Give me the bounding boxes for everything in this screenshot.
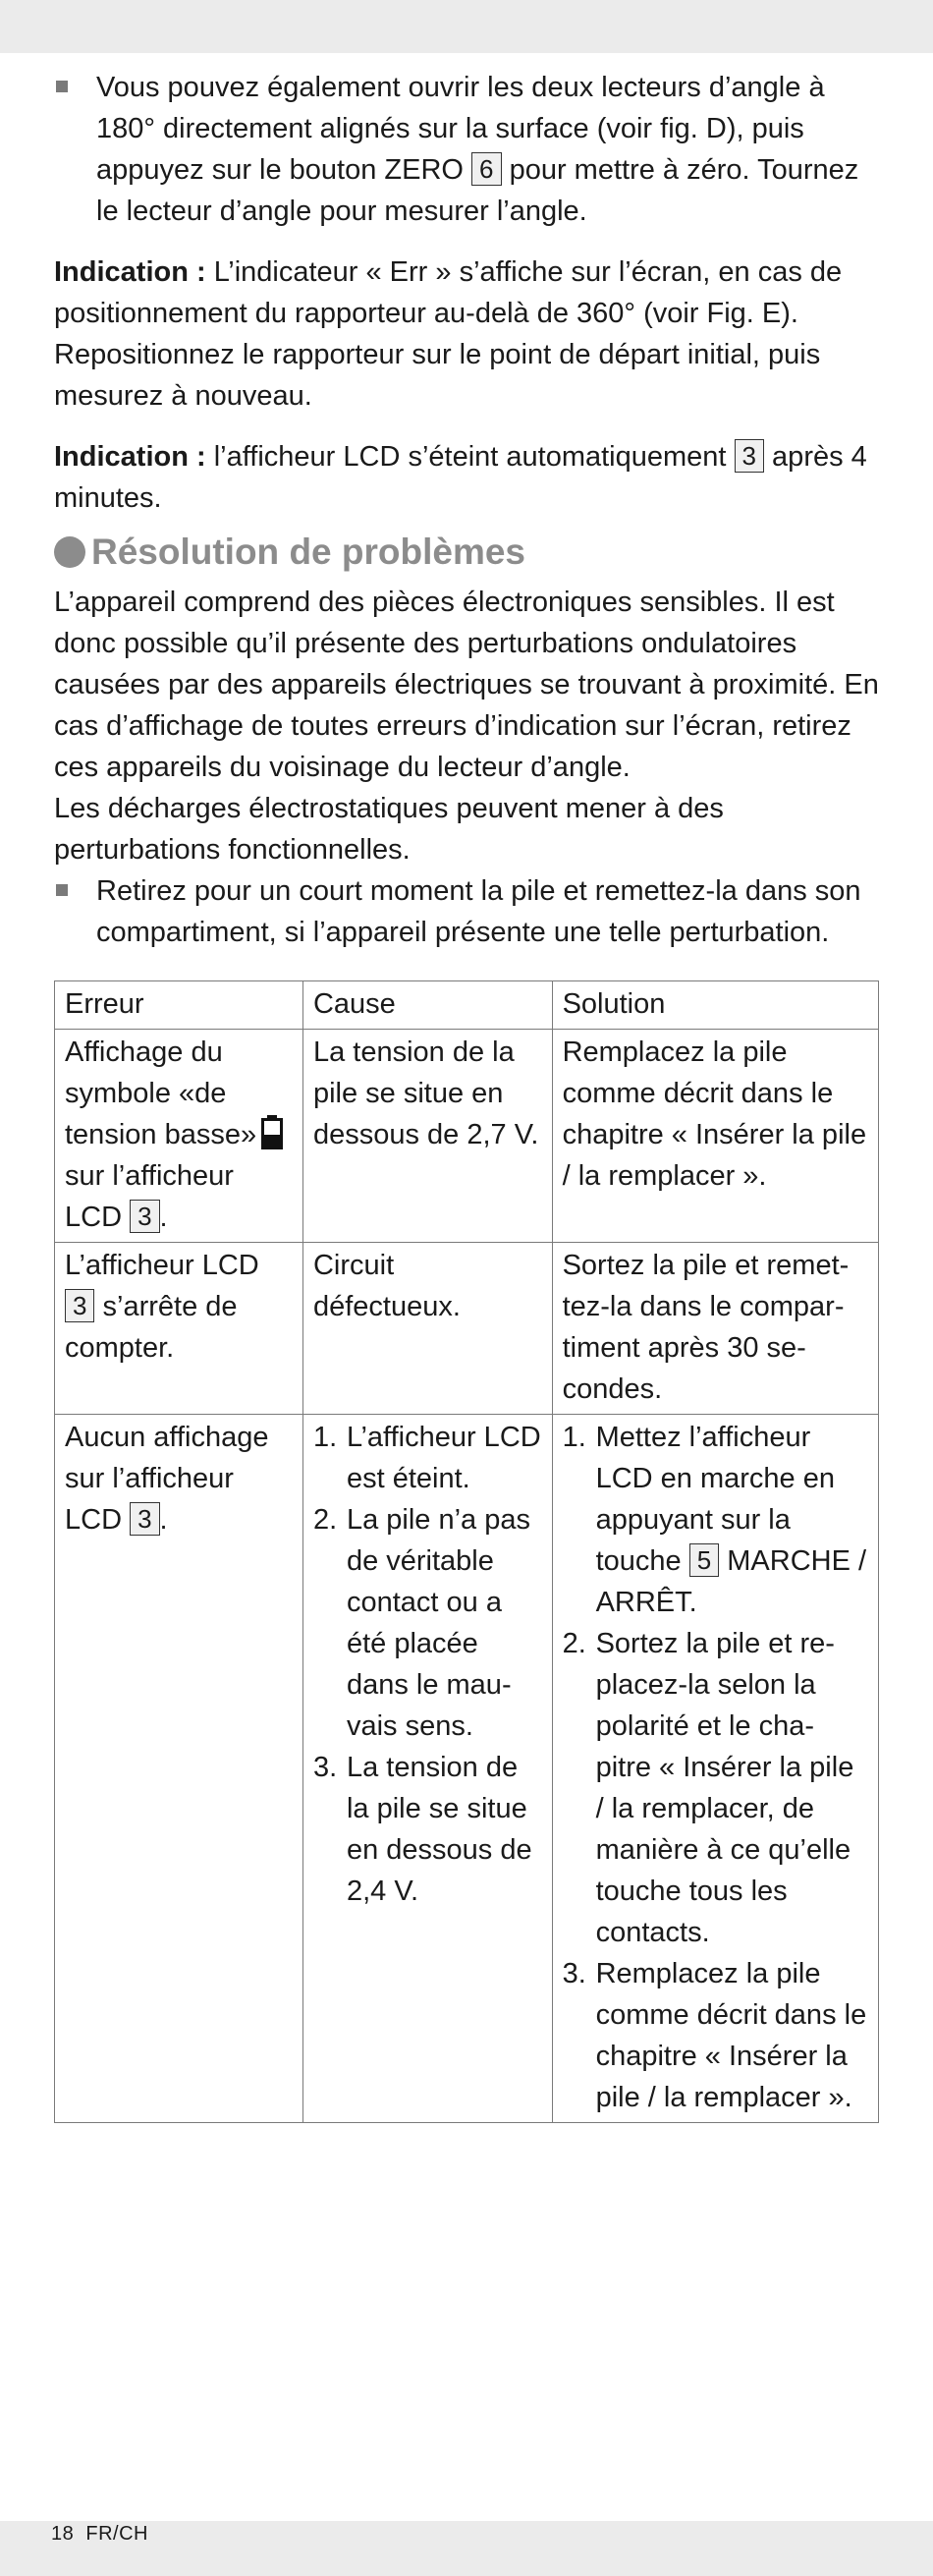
table-row xyxy=(55,1243,879,1415)
circle-bullet-icon xyxy=(54,536,85,568)
intro-text-1: Vous pouvez également ouvrir les deux lecteurs d’angle à 180° directement alignés sur la surface (voir fig. D), puis appuyez sur le bouton ZERO xyxy=(96,72,825,186)
troubleshooting-table xyxy=(54,980,879,2123)
section-paragraph-2: Les décharges électrostatiques peuvent mener à des perturbations fonctionnelles. xyxy=(54,793,724,866)
solution-list xyxy=(563,1417,868,2118)
cell-error xyxy=(55,1415,303,2123)
error-text-2: s’arrête de compter. xyxy=(65,1291,238,1364)
error-text-2: sur l’afficheur LCD xyxy=(65,1160,234,1233)
section-bullet-text: Retirez pour un court moment la pile et remettez-la dans son compartiment, si l’appareil présente une telle perturbation. xyxy=(96,875,861,948)
page-footer xyxy=(51,2523,148,2546)
error-text-3: . xyxy=(159,1202,168,1233)
top-bar xyxy=(0,0,933,53)
error-text-2: . xyxy=(159,1504,168,1536)
section-title: Résolution de problèmes xyxy=(91,532,526,572)
header-error: Erreur xyxy=(55,981,303,1030)
intro-text-2: pour mettre à zéro. Tournez le lecteur d’angle pour mesurer l’angle. xyxy=(96,154,859,227)
indication-label: Indication : xyxy=(54,256,206,288)
list-item: 1. Mettez l’afficheur LCD en marche en appuyant sur la touche 5 MARCHE / ARRÊT. xyxy=(562,1422,867,1618)
ref-box-6: 6 xyxy=(471,152,501,186)
indication-auto-off xyxy=(54,436,879,519)
cell-error xyxy=(55,1243,303,1415)
cell-cause: Circuit défectueux. xyxy=(302,1243,552,1415)
section-paragraph-1: L’appareil comprend des pièces électroniques sensibles. Il est donc possible qu’il présente des perturbations ondulatoires causées par des appareils électriques se trouvant à proximité. En cas d’affichage de toutes erreurs d’indication sur l’écran, retirez ces appareils du voisinage du lecteur d’angle. xyxy=(54,587,879,783)
cell-error xyxy=(55,1030,303,1243)
section-heading xyxy=(54,531,879,574)
header-cause: Cause xyxy=(302,981,552,1030)
indication-err xyxy=(54,252,879,417)
header-solution: Solution xyxy=(552,981,878,1030)
locale-label: FR/CH xyxy=(85,2523,148,2545)
ref-box-5: 5 xyxy=(689,1543,719,1577)
list-item: 3. Remplacez la pile comme décrit dans le chapitre « Insérer la pile / la remplacer ». xyxy=(562,1958,867,2113)
cell-solution xyxy=(552,1415,878,2123)
table-row xyxy=(55,1030,879,1243)
cell-cause xyxy=(302,1415,552,2123)
cause-list xyxy=(313,1417,542,1912)
list-item: 2. Sortez la pile et re-placez-la selon la polarité et le cha-pitre « Insérer la pile / la remplacer, de manière à ce qu’elle touche tous les contacts. xyxy=(562,1628,854,1948)
ref-box-3: 3 xyxy=(130,1502,159,1536)
indication-auto-off-text-2: après 4 minutes. xyxy=(54,441,867,514)
list-item: 1. L’afficheur LCD est éteint. xyxy=(312,1422,541,1494)
cell-solution: Sortez la pile et remet-tez-la dans le compar-timent après 30 se-condes. xyxy=(552,1243,878,1415)
ref-box-3: 3 xyxy=(735,439,764,473)
square-bullet-icon xyxy=(56,884,68,896)
error-text: Aucun affichage sur l’afficheur LCD xyxy=(65,1422,269,1536)
list-item: 2. La pile n’a pas de véritable contact ou a été placée dans le mau-vais sens. xyxy=(312,1504,530,1742)
list-item: 3. La tension de la pile se situe en dessous de 2,4 V. xyxy=(312,1752,532,1907)
error-text: Affichage du symbole «de tension basse» xyxy=(65,1036,257,1150)
error-text: L’afficheur LCD xyxy=(65,1250,259,1281)
low-battery-icon xyxy=(260,1114,284,1149)
indication-err-text: L’indicateur « Err » s’affiche sur l’écran, en cas de positionnement du rapporteur au-delà de 360° (voir Fig. E). Repositionnez le rapporteur sur le point de départ initial, puis mesurez à nouveau. xyxy=(54,256,843,412)
section-bullet xyxy=(54,870,879,953)
cell-solution: Remplacez la pile comme décrit dans le chapitre « Insérer la pile / la remplacer ». xyxy=(552,1030,878,1243)
ref-box-3: 3 xyxy=(65,1289,94,1322)
square-bullet-icon xyxy=(56,81,68,92)
intro-bullet xyxy=(54,67,879,232)
table-row xyxy=(55,1415,879,2123)
indication-label: Indication : xyxy=(54,441,206,473)
page-content xyxy=(54,67,879,2123)
page-number: 18 xyxy=(51,2523,75,2545)
indication-auto-off-text: l’afficheur LCD s’éteint automatiquement xyxy=(205,441,735,473)
table-header-row xyxy=(55,981,879,1030)
ref-box-3: 3 xyxy=(130,1200,159,1233)
cell-cause: La tension de la pile se situe en dessous de 2,7 V. xyxy=(302,1030,552,1243)
